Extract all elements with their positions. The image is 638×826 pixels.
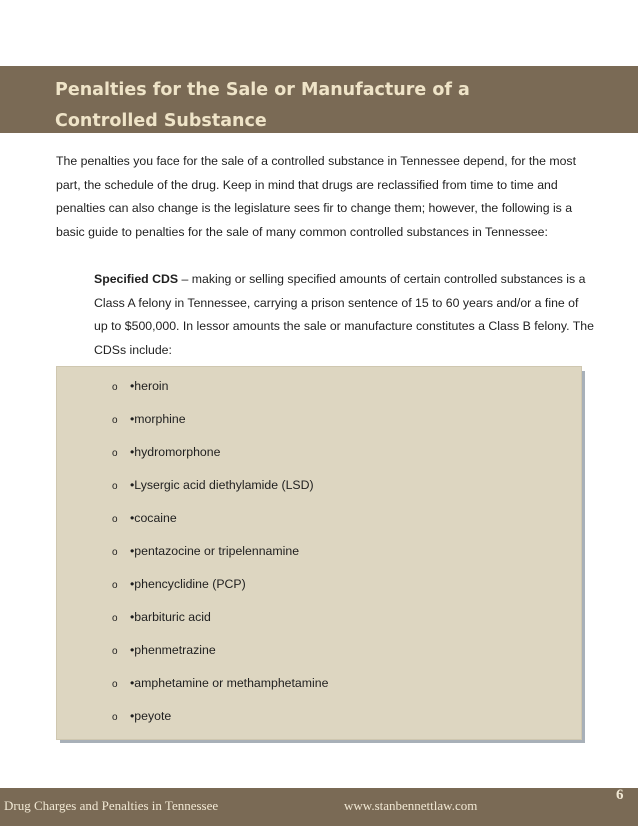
drug-list-item [112, 374, 328, 407]
list-marker: o [112, 613, 118, 624]
specified-cds-text: – making or selling specified amounts of certain controlled substances is a Class A felony in Tennessee, carrying a prison sentence of 15 to 60 years and/or a fine of up to $500,000. In lessor amounts the sale or manufacture constitutes a Class B felony. The CDSs include: [94, 272, 594, 357]
drug-list-item [112, 671, 328, 704]
list-marker: o [112, 679, 118, 690]
drug-name: •amphetamine or methamphetamine [130, 676, 329, 690]
drug-name: •Lysergic acid diethylamide (LSD) [130, 478, 314, 492]
drug-name: •peyote [130, 709, 172, 723]
list-marker: o [112, 481, 118, 492]
drug-list-item [112, 704, 328, 737]
footer-title: Drug Charges and Penalties in Tennessee [4, 798, 219, 813]
drug-list-item [112, 407, 328, 440]
drug-name: •hydromorphone [130, 445, 221, 459]
list-marker: o [112, 646, 118, 657]
list-marker: o [112, 580, 118, 591]
page-number: 6 [616, 787, 624, 803]
intro-paragraph: The penalties you face for the sale of a controlled substance in Tennessee depend, for the most part, the schedule of the drug. Keep in mind that drugs are reclassified from time to time and penalties can also change is the legislature sees fir to change them; however, the following is a basic guide to penalties for the sale of many common controlled substances in Tennessee: [56, 154, 576, 239]
specified-cds-label: Specified CDS [94, 272, 179, 286]
drug-name: •barbituric acid [130, 610, 211, 624]
drug-list-item [112, 506, 328, 539]
list-marker: o [112, 415, 118, 426]
drug-name: •pentazocine or tripelennamine [130, 544, 300, 558]
drug-name: •phenmetrazine [130, 643, 216, 657]
drug-list-item [112, 638, 328, 671]
list-marker: o [112, 448, 118, 459]
drug-list [112, 374, 328, 737]
drug-name: •cocaine [130, 511, 177, 525]
section-title: Penalties for the Sale or Manufacture of a Controlled Substance [55, 80, 470, 131]
list-marker: o [112, 712, 118, 723]
specified-cds-paragraph [94, 268, 594, 362]
drug-list-item [112, 605, 328, 638]
drug-list-item [112, 539, 328, 572]
list-marker: o [112, 514, 118, 525]
list-marker: o [112, 382, 118, 393]
drug-name: •phencyclidine (PCP) [130, 577, 246, 591]
drug-list-item [112, 572, 328, 605]
drug-name: •morphine [130, 412, 186, 426]
drug-name: •heroin [130, 379, 169, 393]
drug-list-item [112, 440, 328, 473]
drug-list-item [112, 473, 328, 506]
list-marker: o [112, 547, 118, 558]
footer-website: www.stanbennettlaw.com [344, 798, 478, 813]
